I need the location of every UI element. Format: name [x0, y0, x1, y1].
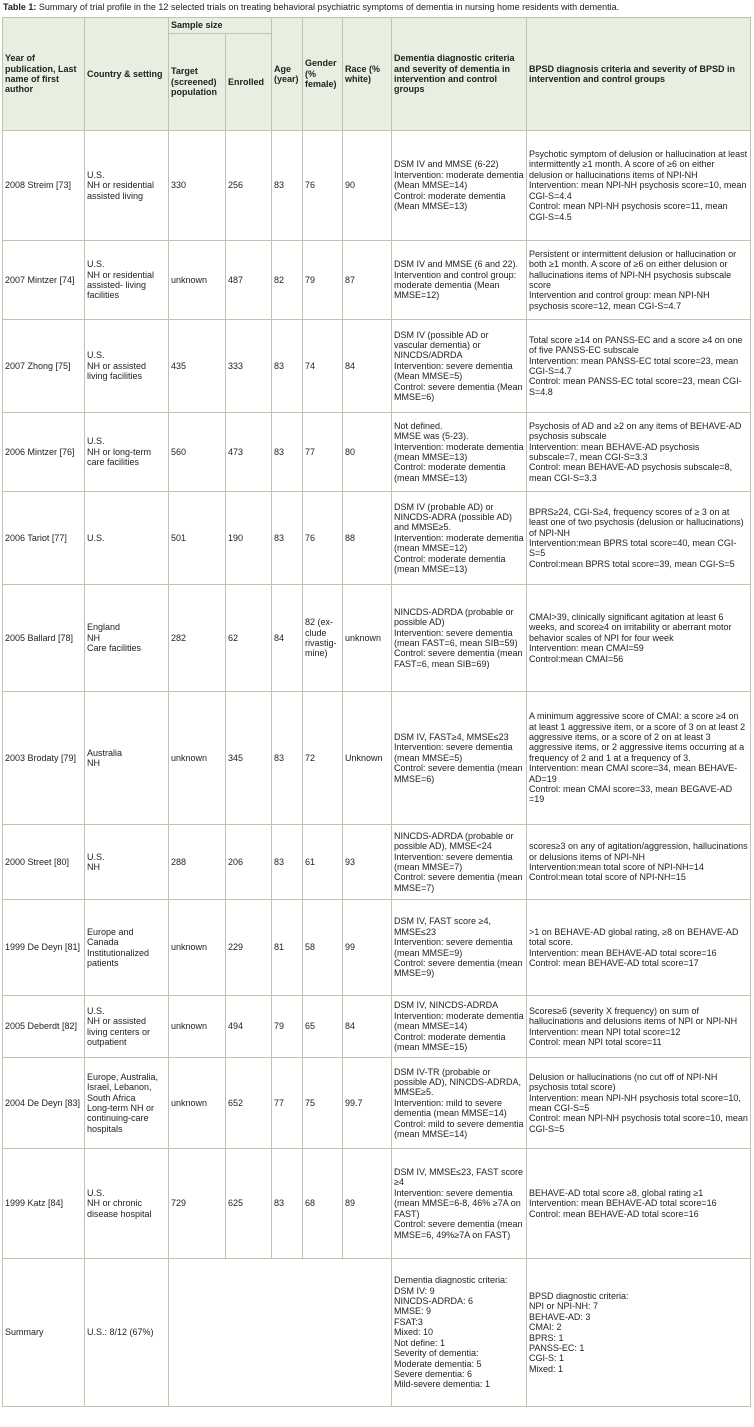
header-target: Target (screened) population	[169, 34, 226, 131]
cell-text: 2006 Mintzer [76]	[5, 446, 75, 457]
cell-text: 77	[305, 446, 316, 457]
cell-gender	[303, 492, 343, 585]
cell-target	[169, 825, 226, 900]
cell-year	[3, 585, 85, 692]
cell-country	[85, 320, 169, 413]
cell-enrolled	[226, 1058, 272, 1149]
header-bpsd: BPSD diagnosis criteria and severity of BPSD in intervention and control groups	[527, 18, 751, 131]
cell-gender	[303, 692, 343, 825]
cell-text: U.S. NH	[87, 851, 105, 872]
cell-text: 1999 Katz [84]	[5, 1198, 64, 1209]
cell-race	[343, 825, 392, 900]
cell-race	[343, 585, 392, 692]
cell-text: 652	[228, 1097, 244, 1108]
table-row	[3, 320, 751, 413]
cell-enrolled	[226, 413, 272, 492]
cell-target	[169, 320, 226, 413]
cell-text: 487	[228, 274, 244, 285]
cell-text: 81	[274, 942, 285, 953]
cell-text: 65	[305, 1021, 316, 1032]
cell-country	[85, 900, 169, 996]
cell-text: 93	[345, 856, 356, 867]
summary-label-text: Summary	[5, 1327, 44, 1338]
cell-enrolled	[226, 1149, 272, 1259]
header-gender: Gender (% female)	[303, 18, 343, 131]
table-row	[3, 692, 751, 825]
cell-enrolled	[226, 585, 272, 692]
cell-enrolled	[226, 241, 272, 320]
cell-dementia	[392, 996, 527, 1058]
cell-text: Psychotic symptom of delusion or hallucination at least intermittently ≥1 month. A score of ≥6 on either delusion or hallucinations items of NPI-NH Intervention: mean NPI-NH psychosis score=10, mean CGI-S=4.4 Control: mean NPI-NH psychosis score=11, mean CGI-S=4.5	[529, 149, 748, 222]
cell-text: NINCDS-ADRDA (probable or possible AD), MMSE<24 Intervention: severe dementia (mean MMSE=7) Control: severe dementia (mean MMSE=7)	[394, 830, 523, 893]
table-row	[3, 996, 751, 1058]
cell-text: U.S. NH or residential assisted living	[87, 169, 155, 201]
cell-text: unknown	[171, 274, 208, 285]
summary-dementia-text: Dementia diagnostic criteria: DSM IV: 9 NINCDS-ADRDA: 6 MMSE: 9 FSAT:3 Mixed: 10 Not define: 1 Severity of dementia: Moderate dementia: 5 Severe dementia: 6 Mild-severe dementia: 1	[394, 1275, 508, 1390]
cell-text: 229	[228, 942, 244, 953]
cell-country	[85, 131, 169, 241]
cell-target	[169, 1058, 226, 1149]
cell-dementia	[392, 1149, 527, 1259]
cell-age	[272, 1149, 303, 1259]
cell-text: 2005 Ballard [78]	[5, 632, 74, 643]
cell-age	[272, 1058, 303, 1149]
cell-bpsd	[527, 996, 751, 1058]
cell-text: 83	[274, 856, 285, 867]
cell-race	[343, 413, 392, 492]
table-row	[3, 1149, 751, 1259]
cell-text: 206	[228, 856, 244, 867]
cell-text: CMAI>39, clinically significant agitation at least 6 weeks, and score≥4 on irritability or aberrant motor behavior scales of NPI for four week Intervention: mean CMAI=59 Control:mean CMAI=56	[529, 611, 732, 664]
cell-dementia	[392, 585, 527, 692]
cell-text: U.S. NH or residential assisted- living facilities	[87, 259, 155, 301]
cell-year	[3, 825, 85, 900]
cell-gender	[303, 900, 343, 996]
cell-text: DSM IV, NINCDS-ADRDA Intervention: moderate dementia (mean MMSE=14) Control: moderate dementia (mean MMSE=15)	[394, 1000, 524, 1053]
header-year: Year of publication, Last name of first author	[3, 18, 85, 131]
cell-bpsd	[527, 131, 751, 241]
table-row	[3, 1058, 751, 1149]
header-age: Age (year)	[272, 18, 303, 131]
header-sample-size: Sample size	[169, 18, 272, 34]
cell-text: Europe and Canada Institutionalized patients	[87, 926, 150, 968]
cell-race	[343, 131, 392, 241]
cell-dementia	[392, 825, 527, 900]
header-dementia: Dementia diagnostic criteria and severity of dementia in intervention and control groups	[392, 18, 527, 131]
cell-bpsd	[527, 692, 751, 825]
cell-text: U.S.	[87, 532, 105, 543]
cell-age	[272, 900, 303, 996]
cell-text: DSM IV, FAST score ≥4, MMSE≤23 Intervention: severe dementia (mean MMSE=9) Control: severe dementia (mean MMSE=9)	[394, 916, 523, 979]
cell-country	[85, 825, 169, 900]
header-country: Country & setting	[85, 18, 169, 131]
cell-dementia	[392, 900, 527, 996]
table-row	[3, 413, 751, 492]
cell-country	[85, 1058, 169, 1149]
cell-text: unknown	[171, 942, 208, 953]
cell-text: 83	[274, 360, 285, 371]
cell-bpsd	[527, 585, 751, 692]
cell-text: Not defined. MMSE was (5-23). Intervention: moderate dementia (mean MMSE=13) Control: moderate dementia (mean MMSE=13)	[394, 420, 524, 483]
caption-label: Table 1:	[3, 2, 37, 12]
cell-text: 2003 Brodaty [79]	[5, 752, 77, 763]
cell-country	[85, 1149, 169, 1259]
cell-text: DSM IV (possible AD or vascular dementia) or NINCDS/ADRDA Intervention: severe dementia (Mean MMSE=5) Control: severe dementia (Mean MMSE=6)	[394, 329, 523, 403]
cell-text: DSM IV (probable AD) or NINCDS-ADRA (possible AD) and MMSE≥5. Intervention: moderate dementia (mean MMSE=12) Control: moderate dementia (mean MMSE=13)	[394, 501, 524, 575]
cell-text: 190	[228, 532, 244, 543]
cell-text: 76	[305, 180, 316, 191]
cell-text: 256	[228, 180, 244, 191]
table-row	[3, 825, 751, 900]
cell-dementia	[392, 131, 527, 241]
cell-text: DSM IV and MMSE (6 and 22). Intervention and control group: moderate dementia (Mean MMSE=12)	[394, 259, 519, 301]
summary-bpsd	[527, 1259, 751, 1407]
cell-country	[85, 585, 169, 692]
cell-target	[169, 900, 226, 996]
cell-target	[169, 585, 226, 692]
cell-year	[3, 900, 85, 996]
cell-text: U.S. NH or assisted living centers or outpatient	[87, 1005, 151, 1047]
cell-gender	[303, 131, 343, 241]
cell-text: 2007 Zhong [75]	[5, 360, 71, 371]
cell-text: unknown	[345, 632, 382, 643]
cell-dementia	[392, 241, 527, 320]
cell-target	[169, 131, 226, 241]
cell-text: 2007 Mintzer [74]	[5, 274, 75, 285]
cell-age	[272, 492, 303, 585]
cell-text: 58	[305, 942, 316, 953]
cell-text: England NH Care facilities	[87, 622, 142, 654]
cell-year	[3, 131, 85, 241]
cell-text: scores≥3 on any of agitation/aggression, hallucinations or delusions items of NPI-NH Intervention:mean total score of NPI-NH=14 Control:mean total score of NPI-NH=15	[529, 841, 748, 883]
cell-text: 282	[171, 632, 187, 643]
cell-text: 68	[305, 1198, 316, 1209]
cell-dementia	[392, 692, 527, 825]
caption-text: Summary of trial profile in the 12 selected trials on treating behavioral psychiatric symptoms of dementia in nursing home residents with dementia.	[36, 2, 620, 12]
cell-dementia	[392, 413, 527, 492]
cell-text: 473	[228, 446, 244, 457]
cell-text: unknown	[171, 1021, 208, 1032]
cell-text: DSM IV and MMSE (6-22) Intervention: moderate dementia (Mean MMSE=14) Control: moderate dementia (Mean MMSE=13)	[394, 159, 524, 212]
cell-enrolled	[226, 996, 272, 1058]
cell-dementia	[392, 1058, 527, 1149]
cell-text: unknown	[171, 752, 208, 763]
cell-target	[169, 241, 226, 320]
cell-country	[85, 413, 169, 492]
cell-text: >1 on BEHAVE-AD global rating, ≥8 on BEHAVE-AD total score. Intervention: mean BEHAVE-AD total score=16 Control: mean BEHAVE-AD total score=17	[529, 926, 739, 968]
table-row	[3, 241, 751, 320]
cell-race	[343, 492, 392, 585]
cell-text: BEHAVE-AD total score ≥8, global rating ≥1 Intervention: mean BEHAVE-AD total score=16 Control: mean BEHAVE-AD total score=16	[529, 1187, 717, 1219]
cell-text: 2008 Streim [73]	[5, 180, 72, 191]
summary-country-text: U.S.: 8/12 (67%)	[87, 1327, 154, 1338]
cell-gender	[303, 320, 343, 413]
cell-text: unknown	[171, 1097, 208, 1108]
cell-bpsd	[527, 1149, 751, 1259]
cell-text: 729	[171, 1198, 187, 1209]
cell-text: Total score ≥14 on PANSS-EC and a score ≥4 on one of five PANSS-EC subscale Intervention: mean PANSS-EC total score=23, mean CGI-S=4.7 Control: mean PANSS-EC total score=23, mean CGI-S=4.8	[529, 334, 743, 397]
cell-age	[272, 320, 303, 413]
cell-text: 1999 De Deyn [81]	[5, 942, 81, 953]
cell-country	[85, 692, 169, 825]
cell-country	[85, 996, 169, 1058]
cell-text: 62	[228, 632, 239, 643]
cell-text: 345	[228, 752, 244, 763]
cell-bpsd	[527, 241, 751, 320]
cell-text: 89	[345, 1198, 356, 1209]
cell-enrolled	[226, 825, 272, 900]
cell-gender	[303, 996, 343, 1058]
cell-race	[343, 1149, 392, 1259]
cell-text: 79	[274, 1021, 285, 1032]
cell-age	[272, 692, 303, 825]
cell-enrolled	[226, 131, 272, 241]
cell-enrolled	[226, 320, 272, 413]
cell-text: 84	[345, 1021, 356, 1032]
cell-text: 61	[305, 856, 316, 867]
cell-text: 79	[305, 274, 316, 285]
cell-gender	[303, 1058, 343, 1149]
cell-target	[169, 1149, 226, 1259]
cell-enrolled	[226, 692, 272, 825]
cell-text: 74	[305, 360, 316, 371]
summary-bpsd-text: BPSD diagnostic criteria: NPI or NPI-NH: 7 BEHAVE-AD: 3 CMAI: 2 BPRS: 1 PANSS-EC: 1 CGI-S: 1 Mixed: 1	[529, 1290, 629, 1374]
cell-text: U.S. NH or assisted living facilities	[87, 350, 147, 382]
cell-text: 99	[345, 942, 356, 953]
cell-text: 2006 Tariot [77]	[5, 532, 67, 543]
cell-bpsd	[527, 320, 751, 413]
cell-gender	[303, 241, 343, 320]
cell-text: 82 (ex-clude rivastig-mine)	[305, 617, 337, 659]
cell-text: 83	[274, 532, 285, 543]
cell-bpsd	[527, 492, 751, 585]
cell-dementia	[392, 492, 527, 585]
cell-race	[343, 900, 392, 996]
cell-target	[169, 413, 226, 492]
cell-year	[3, 1149, 85, 1259]
cell-text: 288	[171, 856, 187, 867]
cell-text: 2004 De Deyn [83]	[5, 1097, 81, 1108]
cell-text: Persistent or intermittent delusion or hallucination or both ≥1 month. A score of ≥6 on either delusion or hallucinations items of NPI-NH psychosis subscale score Intervention and control group: mean NPI-NH psychosis score=12, mean CGI-S=4.7	[529, 248, 737, 311]
cell-gender	[303, 1149, 343, 1259]
cell-text: 72	[305, 752, 316, 763]
cell-text: 83	[274, 752, 285, 763]
cell-text: 87	[345, 274, 356, 285]
cell-year	[3, 692, 85, 825]
cell-text: DSM IV, FAST≥4, MMSE≤23 Intervention: severe dementia (mean MMSE=5) Control: severe dementia (mean MMSE=6)	[394, 731, 523, 784]
header-enrolled: Enrolled	[226, 34, 272, 131]
cell-text: 435	[171, 360, 187, 371]
cell-enrolled	[226, 900, 272, 996]
summary-label	[3, 1259, 85, 1407]
cell-race	[343, 996, 392, 1058]
cell-country	[85, 492, 169, 585]
cell-text: 494	[228, 1021, 244, 1032]
cell-gender	[303, 585, 343, 692]
cell-text: 82	[274, 274, 285, 285]
cell-target	[169, 692, 226, 825]
cell-text: Psychosis of AD and ≥2 on any items of BEHAVE-AD psychosis subscale Intervention: mean BEHAVE-AD psychosis subscale=7, mean CGI-S=3.3 Control: mean BEHAVE-AD psychosis subscale=8, mean CGI-S=3.3	[529, 420, 742, 483]
cell-text: Unknown	[345, 752, 383, 763]
cell-text: 330	[171, 180, 187, 191]
cell-target	[169, 996, 226, 1058]
cell-age	[272, 413, 303, 492]
cell-text: 88	[345, 532, 356, 543]
cell-text: A minimum aggressive score of CMAI: a score ≥4 on at least 1 aggressive item, or a score of 3 on at least 2 aggressive items, or a score of 2 on at least 3 aggressive items, or 2 aggressive items occurring at a frequency of 2 and 1 at a frequency of 3. Intervention: mean CMAI score=34, mean BEHAVE-AD=19 Control: mean CMAI score=33, mean BEGAVE-AD =19	[529, 711, 746, 805]
cell-bpsd	[527, 413, 751, 492]
cell-text: BPRS≥24, CGI-S≥4, frequency scores of ≥ 3 on at least one of two psychosis (delusion or hallucinations) of NPI-NH Intervention:mean BPRS total score=40, mean CGI-S=5 Control:mean BPRS total score=39, mean CGI-S=5	[529, 506, 744, 569]
cell-year	[3, 241, 85, 320]
cell-age	[272, 585, 303, 692]
table-row	[3, 585, 751, 692]
cell-gender	[303, 825, 343, 900]
cell-text: 560	[171, 446, 187, 457]
cell-text: 84	[345, 360, 356, 371]
cell-text: 75	[305, 1097, 316, 1108]
cell-bpsd	[527, 825, 751, 900]
header-race: Race (% white)	[343, 18, 392, 131]
summary-empty	[169, 1259, 392, 1407]
cell-year	[3, 413, 85, 492]
cell-race	[343, 1058, 392, 1149]
cell-bpsd	[527, 900, 751, 996]
cell-text: 83	[274, 446, 285, 457]
cell-text: Delusion or hallucinations (no cut off of NPI-NH psychosis total score) Intervention: mean NPI-NH psychosis total score=10, mean CGI-S=5 Control: mean NPI-NH psychosis total score=10, mean CGI-S=5	[529, 1071, 748, 1134]
cell-text: 83	[274, 180, 285, 191]
cell-age	[272, 996, 303, 1058]
cell-text: U.S. NH or chronic disease hospital	[87, 1187, 152, 1219]
cell-text: 2005 Deberdt [82]	[5, 1021, 78, 1032]
cell-dementia	[392, 320, 527, 413]
cell-text: 80	[345, 446, 356, 457]
cell-age	[272, 241, 303, 320]
cell-text: 2000 Street [80]	[5, 856, 70, 867]
cell-race	[343, 241, 392, 320]
cell-text: Europe, Australia, Israel, Lebanon, South Africa Long-term NH or continuing-care hospitals	[87, 1071, 159, 1134]
trial-summary-table	[2, 17, 751, 1407]
cell-year	[3, 320, 85, 413]
cell-bpsd	[527, 1058, 751, 1149]
cell-year	[3, 492, 85, 585]
cell-text: DSM IV-TR (probable or possible AD), NINCDS-ADRDA, MMSE≥5. Intervention: mild to severe dementia (mean MMSE=14) Control: mild to severe dementia (mean MMSE=14)	[394, 1066, 524, 1140]
cell-text: 90	[345, 180, 356, 191]
cell-text: 76	[305, 532, 316, 543]
cell-text: 333	[228, 360, 244, 371]
table-body	[3, 131, 751, 1407]
cell-text: U.S. NH or long-term care facilities	[87, 436, 152, 468]
table-row	[3, 900, 751, 996]
cell-target	[169, 492, 226, 585]
summary-row	[3, 1259, 751, 1407]
cell-year	[3, 996, 85, 1058]
cell-text: 83	[274, 1198, 285, 1209]
cell-text: Australia NH	[87, 747, 123, 768]
cell-text: DSM IV, MMSE≤23, FAST score ≥4 Intervention: severe dementia (mean MMSE=6-8, 46% ≥7A on FAST) Control: severe dementia (mean MMSE=6, 49%≥7A on FAST)	[394, 1167, 523, 1240]
cell-enrolled	[226, 492, 272, 585]
cell-age	[272, 825, 303, 900]
table-row	[3, 131, 751, 241]
cell-year	[3, 1058, 85, 1149]
table-caption	[3, 2, 753, 13]
cell-text: 625	[228, 1198, 244, 1209]
cell-race	[343, 320, 392, 413]
cell-text: 84	[274, 632, 285, 643]
cell-gender	[303, 413, 343, 492]
cell-text: 77	[274, 1097, 285, 1108]
cell-text: 99.7	[345, 1097, 363, 1108]
cell-text: NINCDS-ADRDA (probable or possible AD) Intervention: severe dementia (mean FAST=6, mean SIB=59) Control: severe dementia (mean FAST=6, mean SIB=69)	[394, 606, 523, 669]
cell-text: Scores≥6 (severity X frequency) on sum of hallucinations and delusions items of NPI or NPI-NH Intervention: mean NPI total score=12 Control: mean NPI total score=11	[529, 1005, 738, 1047]
cell-text: 501	[171, 532, 187, 543]
cell-age	[272, 131, 303, 241]
cell-race	[343, 692, 392, 825]
summary-country	[85, 1259, 169, 1407]
cell-country	[85, 241, 169, 320]
table-row	[3, 492, 751, 585]
summary-dementia	[392, 1259, 527, 1407]
